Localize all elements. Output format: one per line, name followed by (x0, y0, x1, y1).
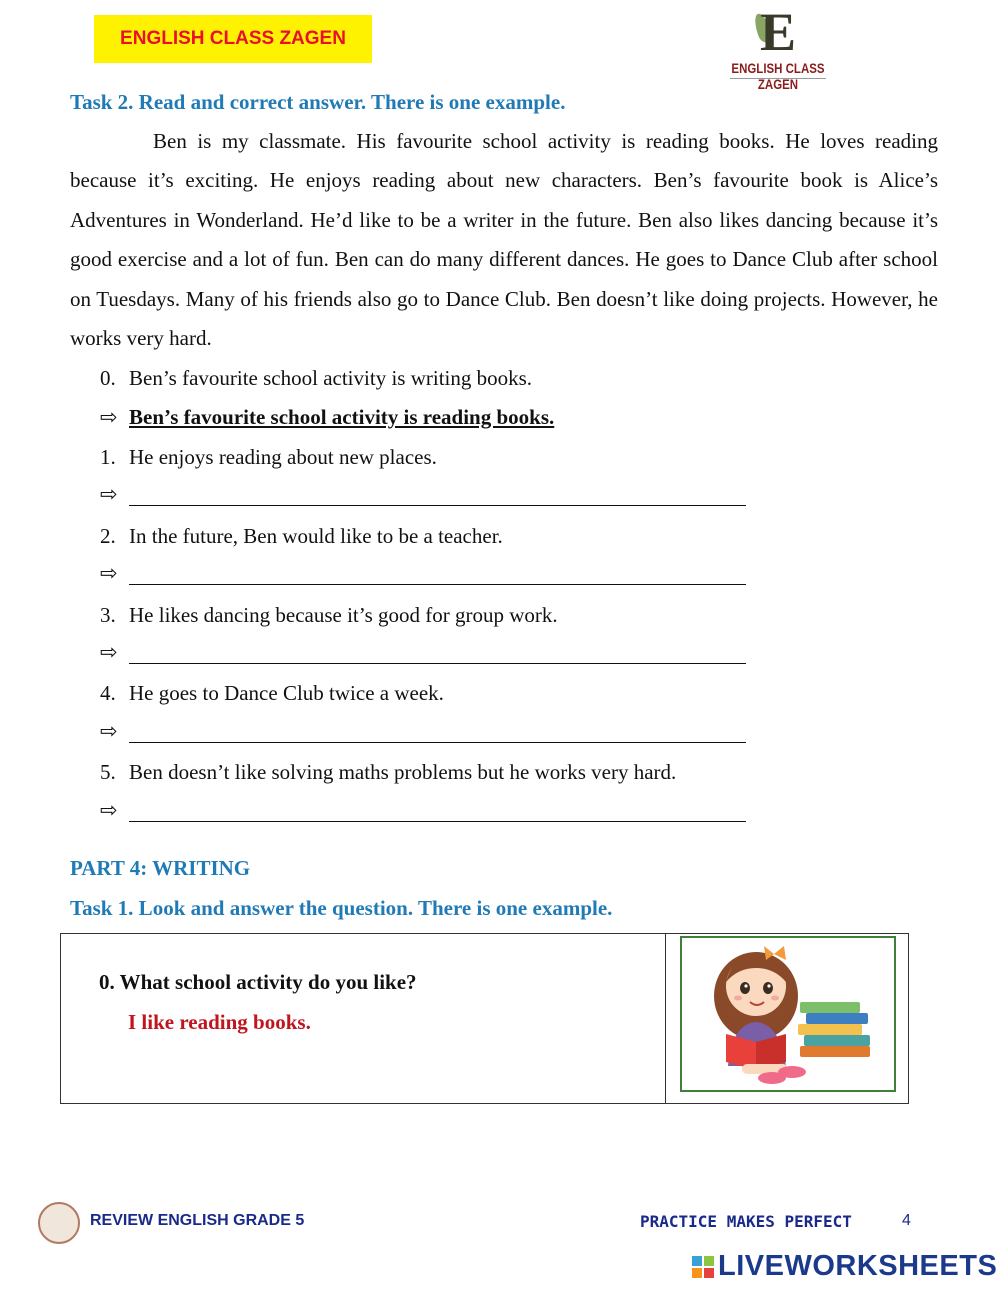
part4-title: PART 4: WRITING (70, 856, 251, 880)
example-question: 0. What school activity do you like? (99, 970, 417, 994)
example-answer-row (100, 405, 554, 430)
header-badge (94, 15, 372, 63)
liveworksheets-logo-icon (692, 1256, 714, 1278)
answer-row (100, 798, 746, 823)
question-sentence: He likes dancing because it’s good for group work. (129, 603, 558, 627)
question-item (100, 603, 558, 628)
arrow-icon: ⇨ (100, 719, 118, 743)
class-logo (700, 2, 856, 92)
question-num: 1. (100, 445, 116, 469)
question-item (100, 681, 444, 706)
page-number: 4 (902, 1212, 911, 1229)
header-badge-label: ENGLISH CLASS ZAGEN (120, 28, 346, 49)
question-num: 5. (100, 760, 116, 784)
answer-row (100, 640, 746, 665)
question-num: 3. (100, 603, 116, 627)
answer-blank[interactable] (129, 651, 746, 664)
answer-blank[interactable] (129, 493, 746, 506)
arrow-icon: ⇨ (100, 798, 118, 822)
example-num: 0. (100, 366, 116, 390)
girl-reading-illustration (680, 936, 896, 1092)
logo-text: ENGLISH CLASS ZAGEN (731, 60, 825, 92)
example-sentence: Ben’s favourite school activity is writing books. (129, 366, 533, 390)
arrow-icon: ⇨ (100, 561, 118, 585)
question-item (100, 760, 676, 785)
example-item (100, 366, 532, 391)
answer-blank[interactable] (129, 730, 746, 743)
question-sentence: He goes to Dance Club twice a week. (129, 681, 444, 705)
footer-right-text: PRACTICE MAKES PERFECT (640, 1212, 852, 1231)
question-item (100, 445, 437, 470)
table-divider (665, 934, 666, 1103)
question-sentence: Ben doesn’t like solving maths problems but he works very hard. (129, 760, 677, 784)
logo-letter: E (760, 2, 797, 62)
footer-left-text: REVIEW ENGLISH GRADE 5 (90, 1212, 305, 1229)
footer-logo-icon (38, 1202, 80, 1244)
question-item (100, 524, 503, 549)
reading-passage (70, 122, 938, 358)
liveworksheets-text: LIVEWORKSHEETS (718, 1250, 998, 1282)
arrow-icon: ⇨ (100, 482, 118, 506)
example-answer: Ben’s favourite school activity is reading books. (129, 405, 555, 429)
arrow-icon: ⇨ (100, 640, 118, 664)
task2-title: Task 2. Read and correct answer. There is one example. (70, 90, 566, 114)
question-sentence: He enjoys reading about new places. (129, 445, 437, 469)
task1-title: Task 1. Look and answer the question. There is one example. (70, 896, 613, 920)
answer-blank[interactable] (129, 809, 746, 822)
answer-row (100, 561, 746, 586)
arrow-icon: ⇨ (100, 405, 118, 429)
passage-text: Ben is my classmate. His favourite school activity is reading books. He loves reading because it’s exciting. He enjoys reading about new characters. Ben’s favourite book is Alice’s Adventures in Wonderland. He’d like to be a writer in the future. Ben also likes dancing because it’s good exercise and a lot of fun. Ben can do many different dances. He goes to Dance Club after school on Tuesdays. Many of his friends also go to Dance Club. Ben doesn’t like doing projects. However, he works very hard. (70, 129, 938, 351)
answer-row (100, 482, 746, 507)
example-answer-text: I like reading books. (128, 1010, 311, 1034)
question-sentence: In the future, Ben would like to be a teacher. (129, 524, 503, 548)
liveworksheets-brand[interactable] (692, 1250, 997, 1283)
question-num: 4. (100, 681, 116, 705)
logo-underline (730, 78, 826, 82)
girl-reading-books-icon (682, 938, 894, 1090)
question-num: 2. (100, 524, 116, 548)
answer-blank[interactable] (129, 572, 746, 585)
answer-row (100, 719, 746, 744)
